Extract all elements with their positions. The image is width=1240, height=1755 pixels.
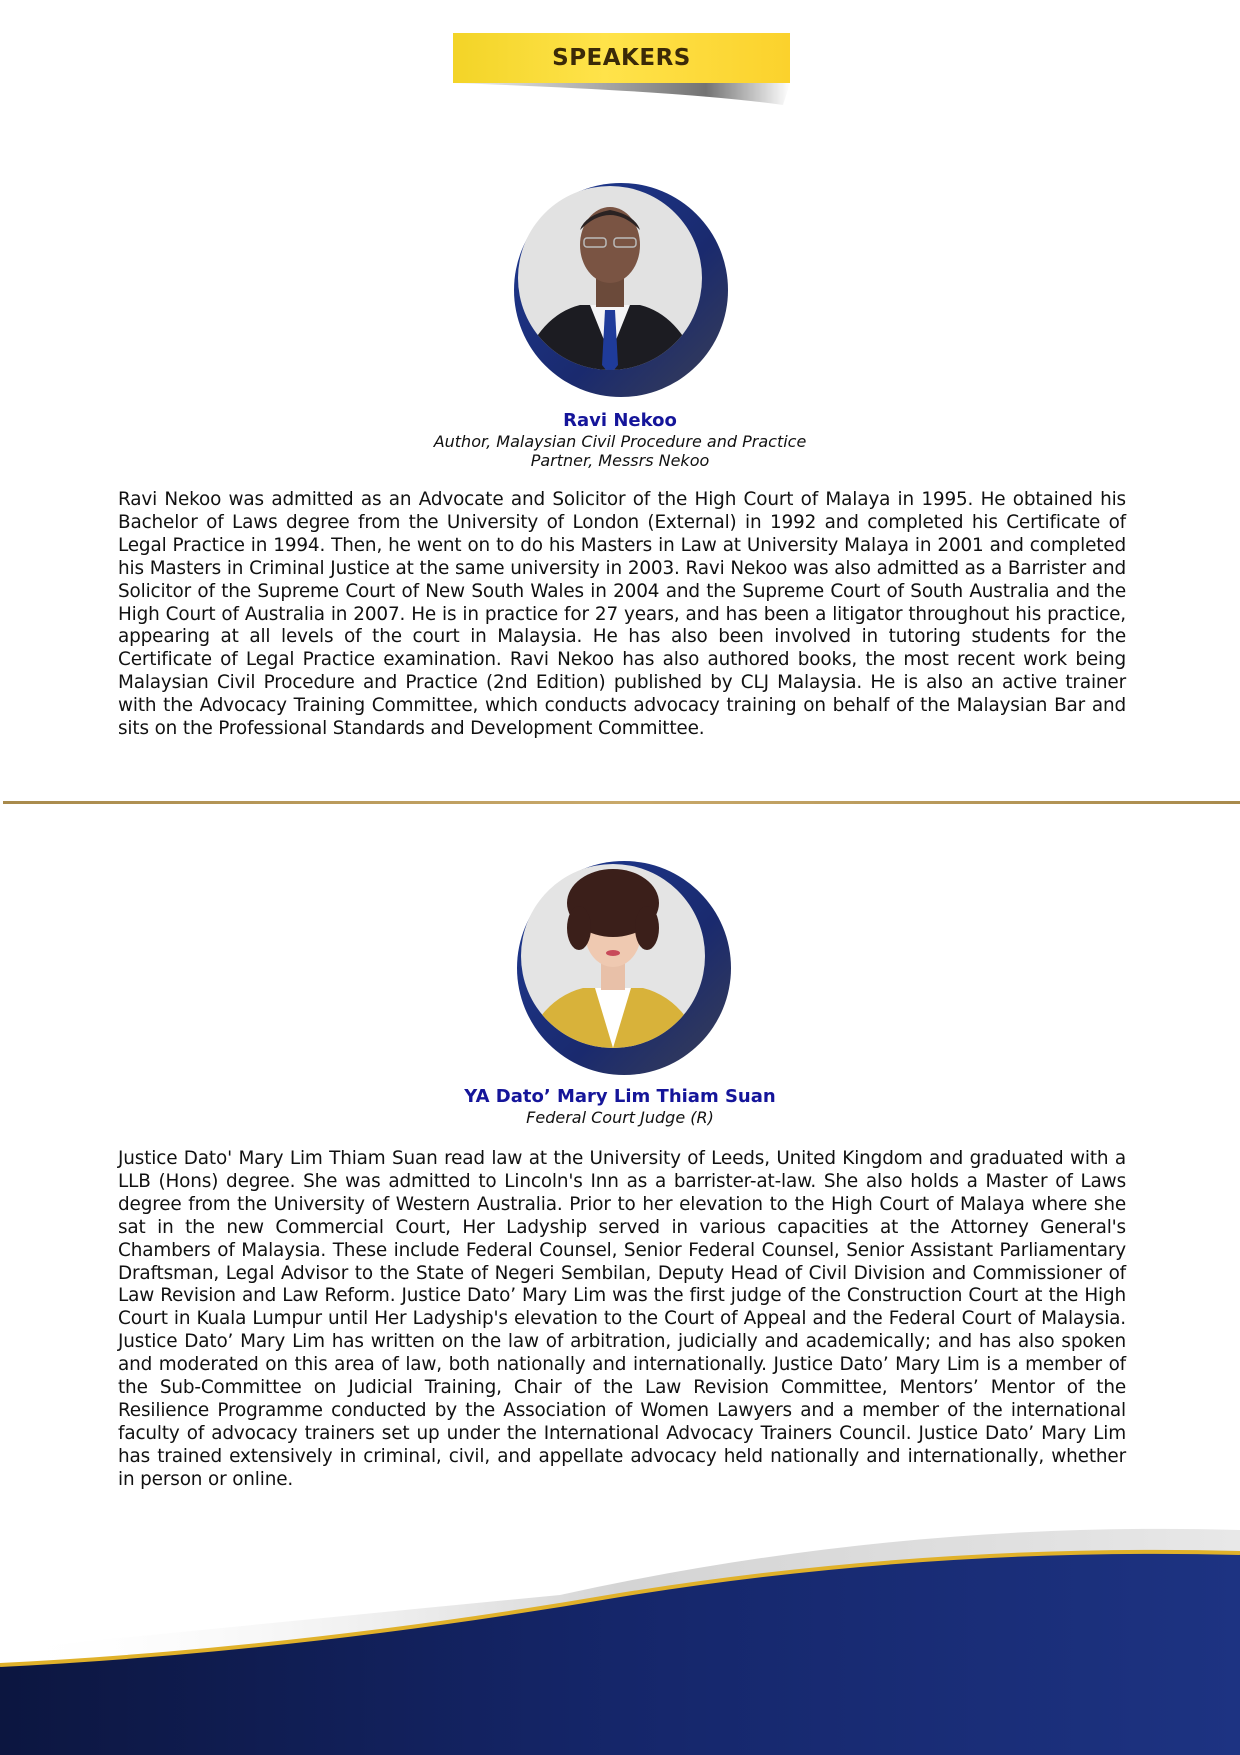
page-title: SPEAKERS	[552, 45, 691, 71]
speaker-1-bio: Ravi Nekoo was admitted as an Advocate and Solicitor of the High Court of Malaya in 1995. He obtained his Bachelor of Laws degree from the University of London (External) in 1992 and completed his Certificate of Legal Practice in 1994. Then, he went on to do his Masters in Law at University Malaya in 2001 and completed his Masters in Criminal Justice at the same university in 2003. Ravi Nekoo was also admitted as a Barrister and Solicitor of the Supreme Court of New South Wales in 2004 and the Supreme Court of South Australia and the High Court of Australia in 2007. He is in practice for 27 years, and has been a litigator throughout his practice, appearing at all levels of the court in Malaysia. He has also been involved in tutoring students for the Certificate of Legal Practice examination. Ravi Nekoo has also authored books, the most recent work being Malaysian Civil Procedure and Practice (2nd Edition) published by CLJ Malaysia. He is also an active trainer with the Advocacy Training Committee, which conducts advocacy training on behalf of the Malaysian Bar and sits on the Professional Standards and Development Committee.	[118, 489, 1126, 740]
footer-wave	[0, 1500, 1240, 1755]
speaker-2-name: YA Dato’ Mary Lim Thiam Suan	[464, 1086, 776, 1107]
speaker-1-name: Ravi Nekoo	[563, 410, 677, 431]
banner-bar	[453, 33, 790, 83]
speaker-2-role-1: Federal Court Judge (R)	[526, 1108, 714, 1127]
speakers-banner	[453, 33, 790, 113]
section-divider	[3, 801, 1240, 804]
speaker-1-role-2: Partner, Messrs Nekoo	[530, 451, 710, 470]
speaker-1-role-1: Author, Malaysian Civil Procedure and Practice	[433, 432, 807, 451]
speaker-2-photo	[513, 858, 735, 1080]
speaker-2-bio: Justice Dato' Mary Lim Thiam Suan read law at the University of Leeds, United Kingdom and graduated with a LLB (Hons) degree. She was admitted to Lincoln's Inn as a barrister-at-law. She also holds a Master of Laws degree from the University of Western Australia. Prior to her elevation to the High Court of Malaya where she sat in the new Commercial Court, Her Ladyship served in various capacities at the Attorney General's Chambers of Malaysia. These include Federal Counsel, Senior Federal Counsel, Senior Assistant Parliamentary Draftsman, Legal Advisor to the State of Negeri Sembilan, Deputy Head of Civil Division and Commissioner of Law Revision and Law Reform. Justice Dato’ Mary Lim was the first judge of the Construction Court at the High Court in Kuala Lumpur until Her Ladyship's elevation to the Court of Appeal and the Federal Court of Malaysia. Justice Dato’ Mary Lim has written on the law of arbitration, judicially and academically; and has also spoken and moderated on this area of law, both nationally and internationally. Justice Dato’ Mary Lim is a member of the Sub-Committee on Judicial Training, Chair of the Law Revision Committee, Mentors’ Mentor of the Resilience Programme conducted by the Association of Women Lawyers and a member of the international faculty of advocacy trainers set up under the International Advocacy Trainers Council. Justice Dato’ Mary Lim has trained extensively in criminal, civil, and appellate advocacy held nationally and internationally, whether in person or online.	[118, 1148, 1126, 1490]
speaker-1-photo	[510, 180, 732, 402]
